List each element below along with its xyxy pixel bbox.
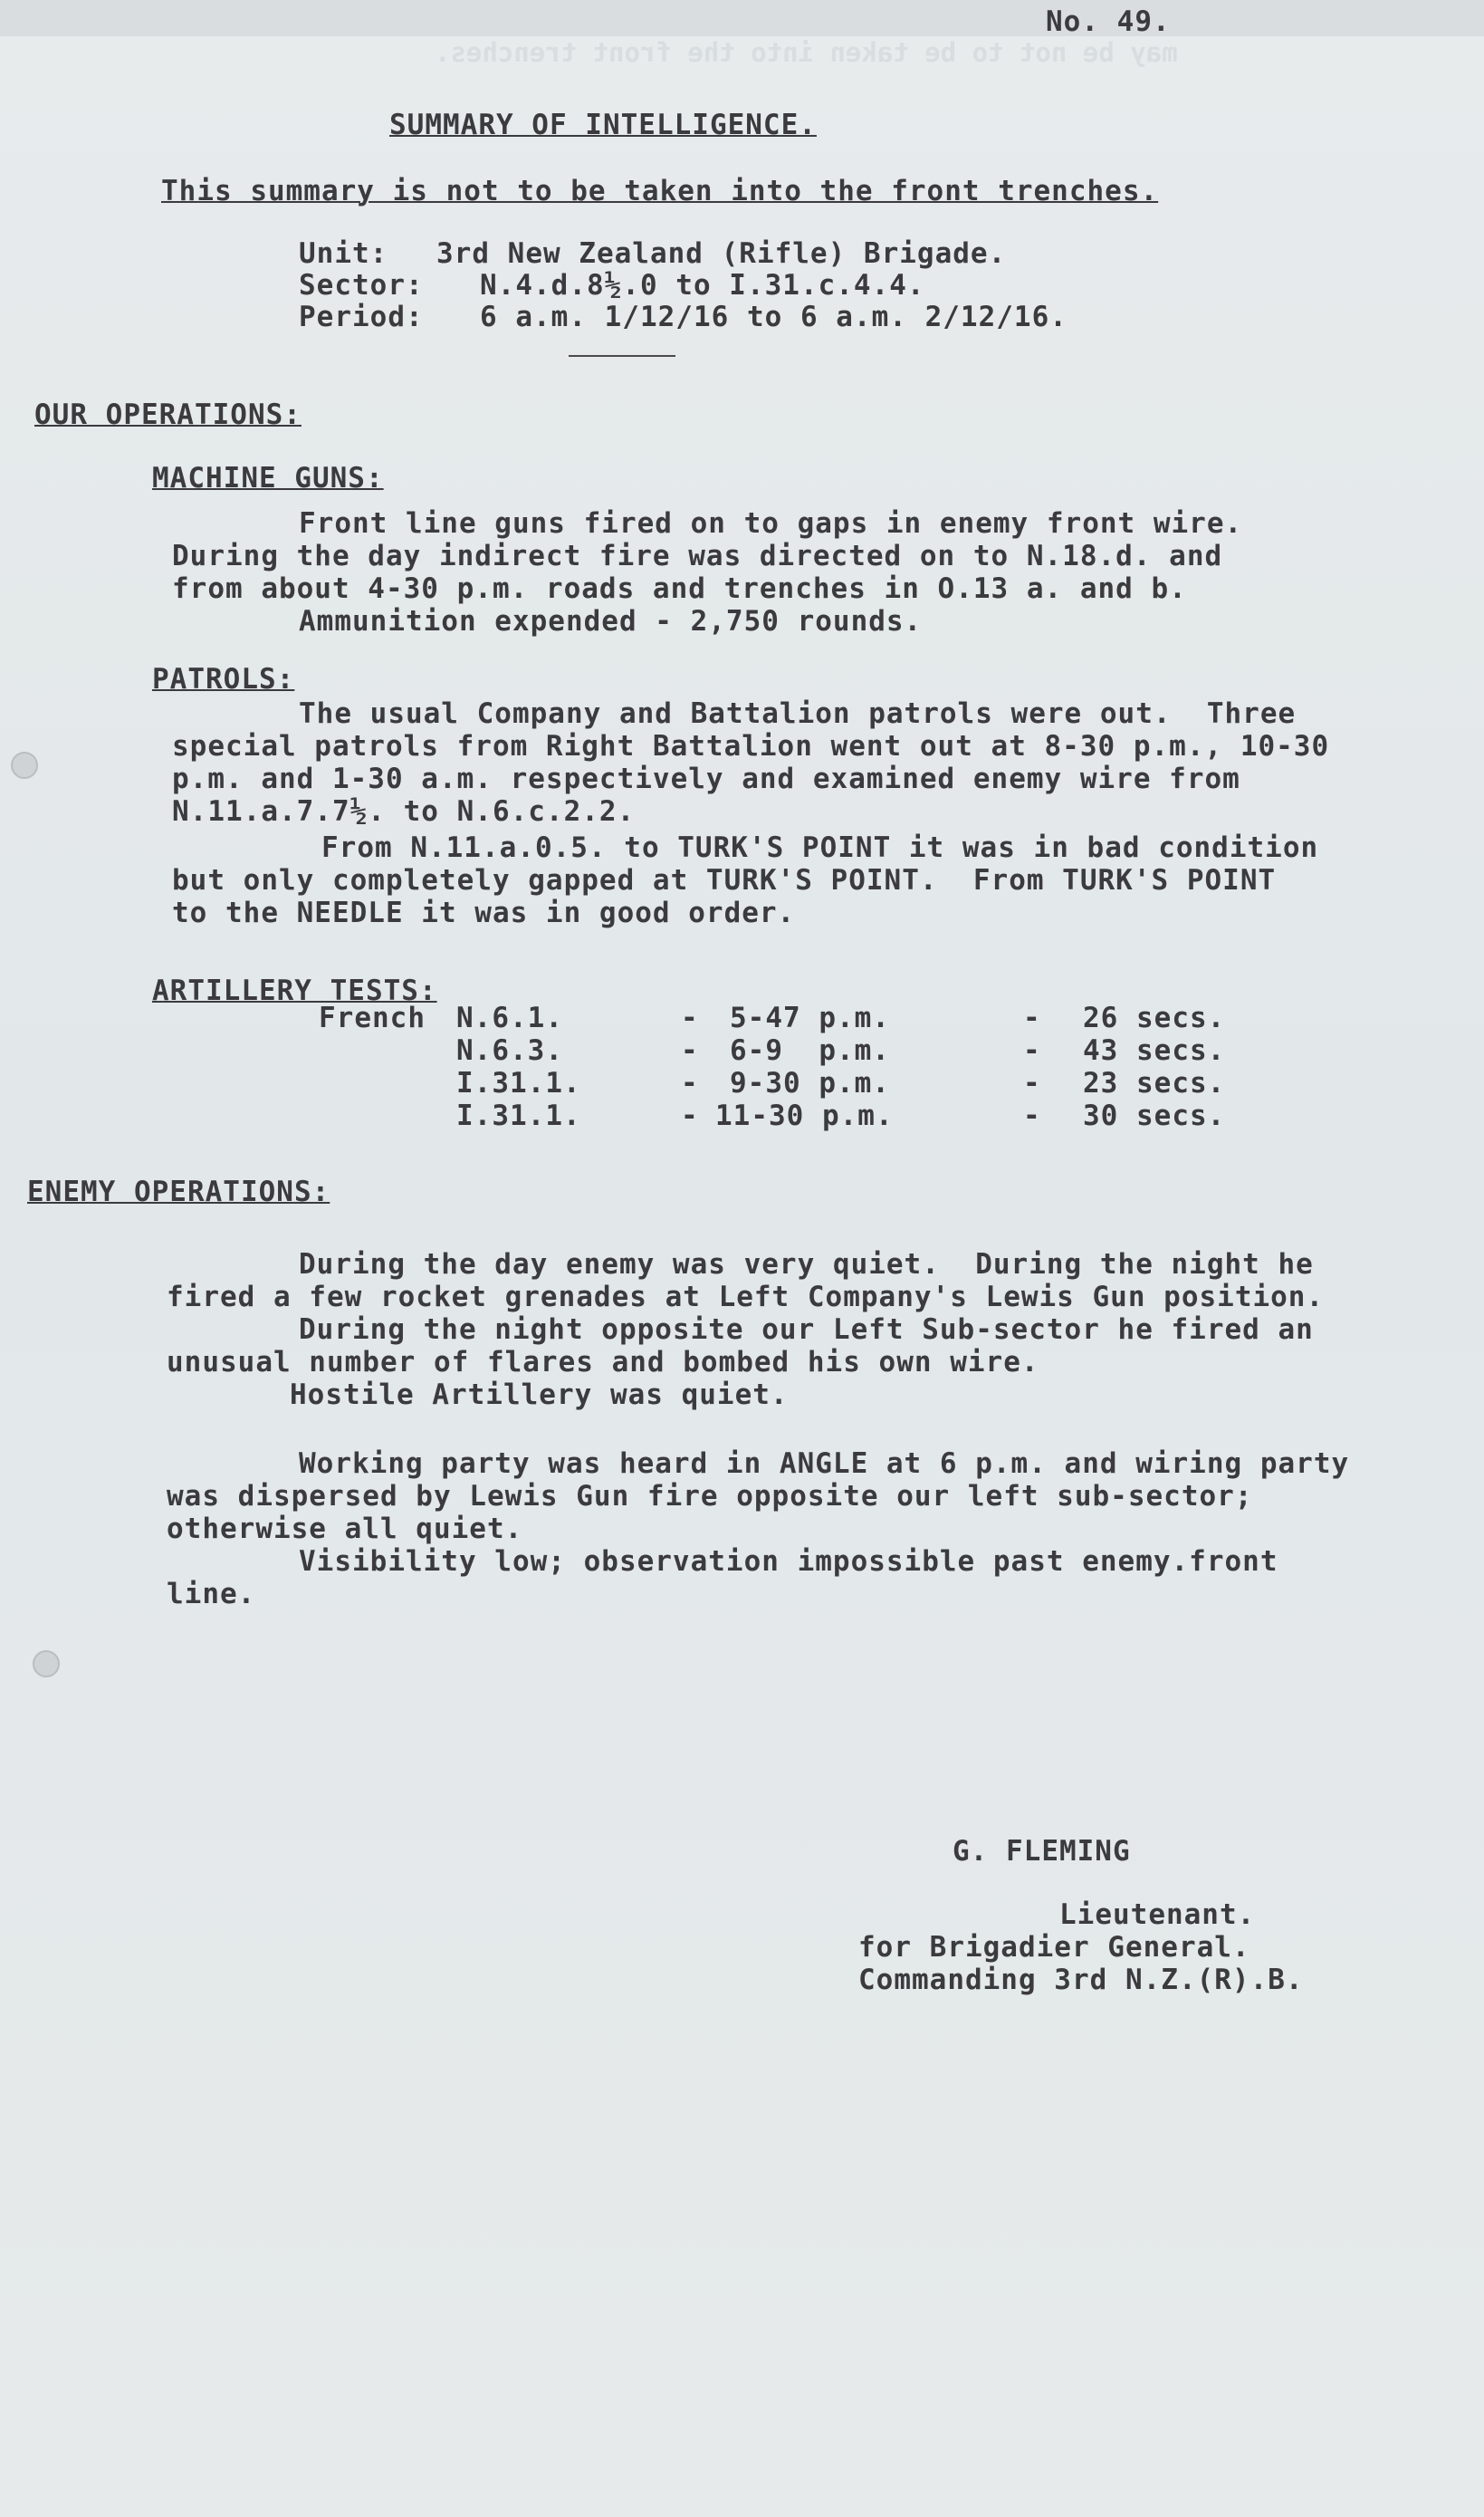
warning-line: This summary is not to be taken into the front trenches. (161, 175, 1159, 207)
artillery-time: 6-9 p.m. (730, 1034, 890, 1067)
machine-guns-line: Front line guns fired on to gaps in enemy front wire. (299, 507, 1243, 540)
artillery-dash: - (681, 1067, 699, 1100)
artillery-time: 5-47 p.m. (730, 1002, 890, 1034)
machine-guns-line: from about 4-30 p.m. roads and trenches in O.13 a. and b. (172, 572, 1187, 605)
enemy-line: was dispersed by Lewis Gun fire opposite our left sub-sector; (167, 1480, 1253, 1513)
machine-guns-line: During the day indirect fire was directed on to N.18.d. and (172, 540, 1223, 572)
patrols-line: From N.11.a.0.5. to TURK'S POINT it was in bad condition (321, 831, 1319, 864)
header-rule (569, 355, 675, 357)
unit-label: Unit: (299, 237, 388, 270)
bleed-through: may be not to be taken into the front trenches. (435, 37, 1178, 68)
artillery-dash: - (1023, 1002, 1041, 1034)
artillery-point: N.6.3. (456, 1034, 563, 1067)
machine-guns-line: Ammunition expended - 2,750 rounds. (299, 605, 923, 638)
document-page (0, 5, 1484, 2517)
signature-for-line: for Brigadier General. (858, 1931, 1250, 1964)
patrols-line: The usual Company and Battalion patrols were out. Three (299, 697, 1297, 730)
enemy-line: line. (167, 1578, 256, 1610)
period-label: Period: (299, 301, 424, 333)
enemy-line: During the night opposite our Left Sub-sector he fired an (299, 1313, 1314, 1346)
artillery-dash: - (681, 1034, 699, 1067)
patrols-line: special patrols from Right Battalion went out at 8-30 p.m., 10-30 (172, 730, 1330, 763)
patrols-line: but only completely gapped at TURK'S POINT. From TURK'S POINT (172, 864, 1277, 897)
enemy-line: Visibility low; observation impossible past enemy.front (299, 1545, 1278, 1578)
artillery-dash: - (681, 1100, 699, 1132)
period-value: 6 a.m. 1/12/16 to 6 a.m. 2/12/16. (480, 301, 1068, 333)
signature-name: G. FLEMING (953, 1835, 1131, 1868)
enemy-line: During the day enemy was very quiet. During the night he (299, 1248, 1314, 1281)
patrols-heading: PATROLS: (152, 663, 295, 696)
artillery-dash: - (681, 1002, 699, 1034)
artillery-time: 9-30 p.m. (730, 1067, 890, 1100)
artillery-label: French (319, 1002, 426, 1034)
artillery-dash: - (1023, 1067, 1041, 1100)
artillery-point: N.6.1. (456, 1002, 563, 1034)
enemy-line: Working party was heard in ANGLE at 6 p.m. and wiring party (299, 1447, 1350, 1480)
machine-guns-heading: MACHINE GUNS: (152, 462, 384, 495)
enemy-line: unusual number of flares and bombed his own wire. (167, 1346, 1039, 1379)
enemy-line: Hostile Artillery was quiet. (290, 1379, 789, 1411)
our-operations-heading: OUR OPERATIONS: (34, 399, 302, 431)
enemy-line: otherwise all quiet. (167, 1513, 523, 1545)
document-title: SUMMARY OF INTELLIGENCE. (389, 109, 817, 141)
artillery-duration: 26 secs. (1083, 1002, 1226, 1034)
enemy-line: fired a few rocket grenades at Left Company's Lewis Gun position. (167, 1281, 1325, 1313)
signature-rank: Lieutenant. (1059, 1898, 1256, 1931)
punch-hole (33, 1650, 60, 1677)
artillery-point: I.31.1. (456, 1100, 581, 1132)
artillery-duration: 43 secs. (1083, 1034, 1226, 1067)
enemy-operations-heading: ENEMY OPERATIONS: (27, 1176, 330, 1208)
document-number: No. 49. (1046, 5, 1171, 38)
artillery-dash: - (1023, 1100, 1041, 1132)
signature-command-line: Commanding 3rd N.Z.(R).B. (858, 1964, 1304, 1996)
artillery-dash: - (1023, 1034, 1041, 1067)
patrols-line: p.m. and 1-30 a.m. respectively and examined enemy wire from (172, 763, 1240, 795)
sector-value: N.4.d.8½.0 to I.31.c.4.4. (480, 269, 925, 302)
unit-value: 3rd New Zealand (Rifle) Brigade. (436, 237, 1007, 270)
artillery-duration: 23 secs. (1083, 1067, 1226, 1100)
sector-label: Sector: (299, 269, 424, 302)
patrols-line: to the NEEDLE it was in good order. (172, 897, 796, 929)
artillery-point: I.31.1. (456, 1067, 581, 1100)
artillery-duration: 30 secs. (1083, 1100, 1226, 1132)
artillery-tests-heading: ARTILLERY TESTS: (152, 975, 437, 1007)
patrols-line: N.11.a.7.7½. to N.6.c.2.2. (172, 795, 636, 828)
artillery-time: 11-30 p.m. (715, 1100, 894, 1132)
punch-hole (11, 752, 38, 779)
